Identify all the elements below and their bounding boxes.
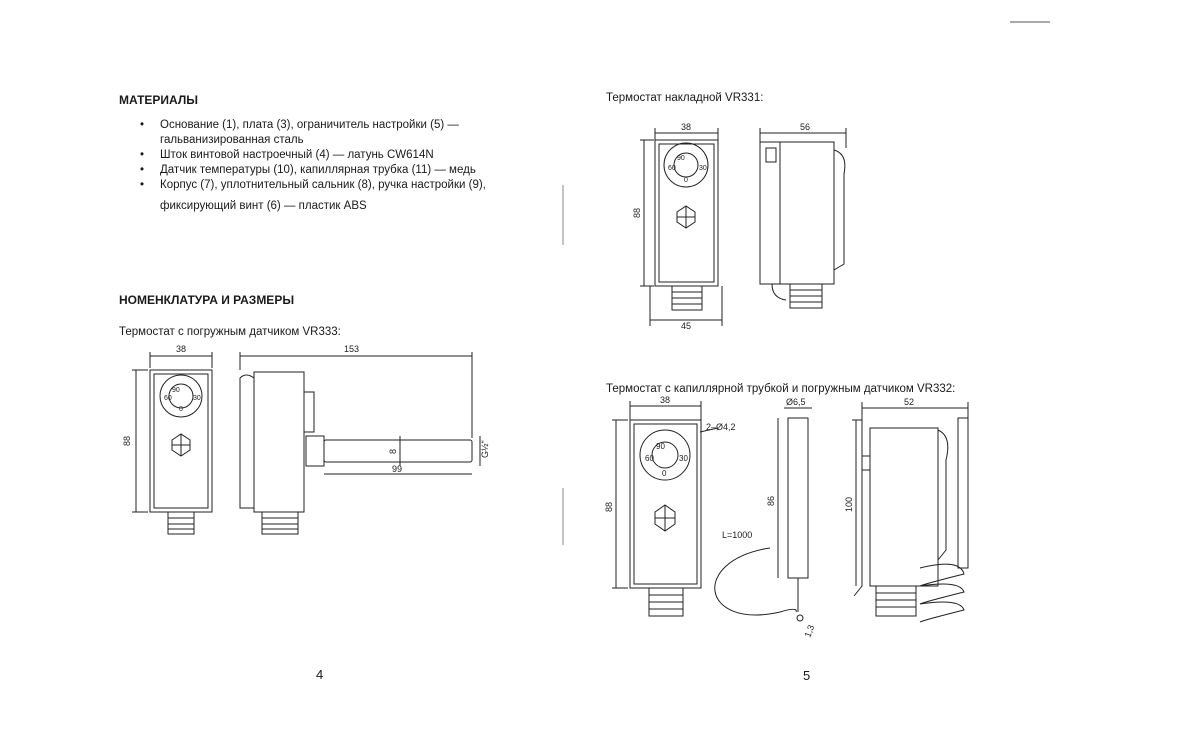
dial-label: 0 (684, 177, 688, 184)
dial-label: 0 (662, 469, 667, 478)
dim-vr331-bottom: 45 (681, 321, 692, 331)
dim-vr331-height: 88 (632, 207, 642, 218)
materials-item: • Основание (1), плата (3), ограничитель настройки (5) — (140, 118, 486, 133)
dim-vr332-probe-len: 86 (766, 495, 776, 506)
nomenclature-heading: НОМЕНКЛАТУРА И РАЗМЕРЫ (119, 293, 295, 307)
dim-vr333-width: 38 (176, 344, 187, 354)
dim-vr332-height: 88 (604, 501, 614, 512)
dim-vr333-probe-len: 99 (392, 464, 403, 474)
dim-vr332-cap-d: 1,3 (802, 623, 817, 639)
vr331-caption: Термостат накладной VR331: (606, 92, 764, 104)
dim-vr332-depth: 52 (904, 397, 915, 407)
dial-label: 30 (679, 454, 688, 463)
vr333-caption: Термостат с погружным датчиком VR333: (119, 326, 341, 338)
vr333-side-view (240, 372, 472, 534)
vr332-caption: Термостат с капиллярной трубкой и погружным датчиком VR332: (606, 383, 956, 395)
dim-vr332-capillary: L=1000 (722, 530, 753, 540)
dial-label: 60 (668, 165, 676, 172)
materials-item: • Датчик температуры (10), капиллярная трубка (11) — медь (140, 163, 486, 178)
dial-label: 60 (645, 454, 654, 463)
dim-vr332-height2: 100 (844, 496, 854, 512)
vr332-probe (715, 418, 808, 621)
page-number-left: 4 (316, 667, 324, 682)
dim-vr332-holes: 2–Ø4,2 (706, 422, 736, 432)
page-number-right: 5 (803, 668, 811, 683)
dim-vr333-thread: G½" (480, 440, 490, 458)
materials-item-cont: гальванизированная сталь (160, 134, 304, 146)
dial-label: 90 (172, 387, 180, 394)
dial-label: 0 (179, 406, 183, 413)
vr331-side-view (760, 142, 845, 308)
dim-vr332-probe-d: Ø6,5 (786, 397, 806, 407)
dial-label: 30 (699, 165, 707, 172)
materials-item-cont: фиксирующий винт (6) — пластик ABS (160, 200, 367, 212)
dim-vr332-width: 38 (660, 395, 671, 405)
vr332-side-view (852, 418, 968, 622)
materials-item: • Корпус (7), уплотнительный сальник (8), ручка настройки (9), (140, 178, 486, 193)
dial-label: 90 (677, 155, 685, 162)
vr332-front-view (630, 420, 701, 616)
dim-vr333-length: 153 (344, 344, 360, 354)
dial-label: 90 (656, 442, 665, 451)
vr331-front-view (655, 140, 718, 310)
dim-vr333-probe-d: 8 (388, 448, 398, 454)
materials-heading: МАТЕРИАЛЫ (119, 93, 199, 107)
vr333-front-view (150, 370, 212, 534)
dial-label: 60 (164, 395, 172, 402)
dim-vr333-height: 88 (122, 435, 132, 446)
dim-vr331-depth: 56 (800, 122, 811, 132)
dim-vr331-width: 38 (681, 122, 692, 132)
materials-item: • Шток винтовой настроечный (4) — латунь CW614N (140, 148, 486, 163)
dial-label: 30 (193, 395, 201, 402)
